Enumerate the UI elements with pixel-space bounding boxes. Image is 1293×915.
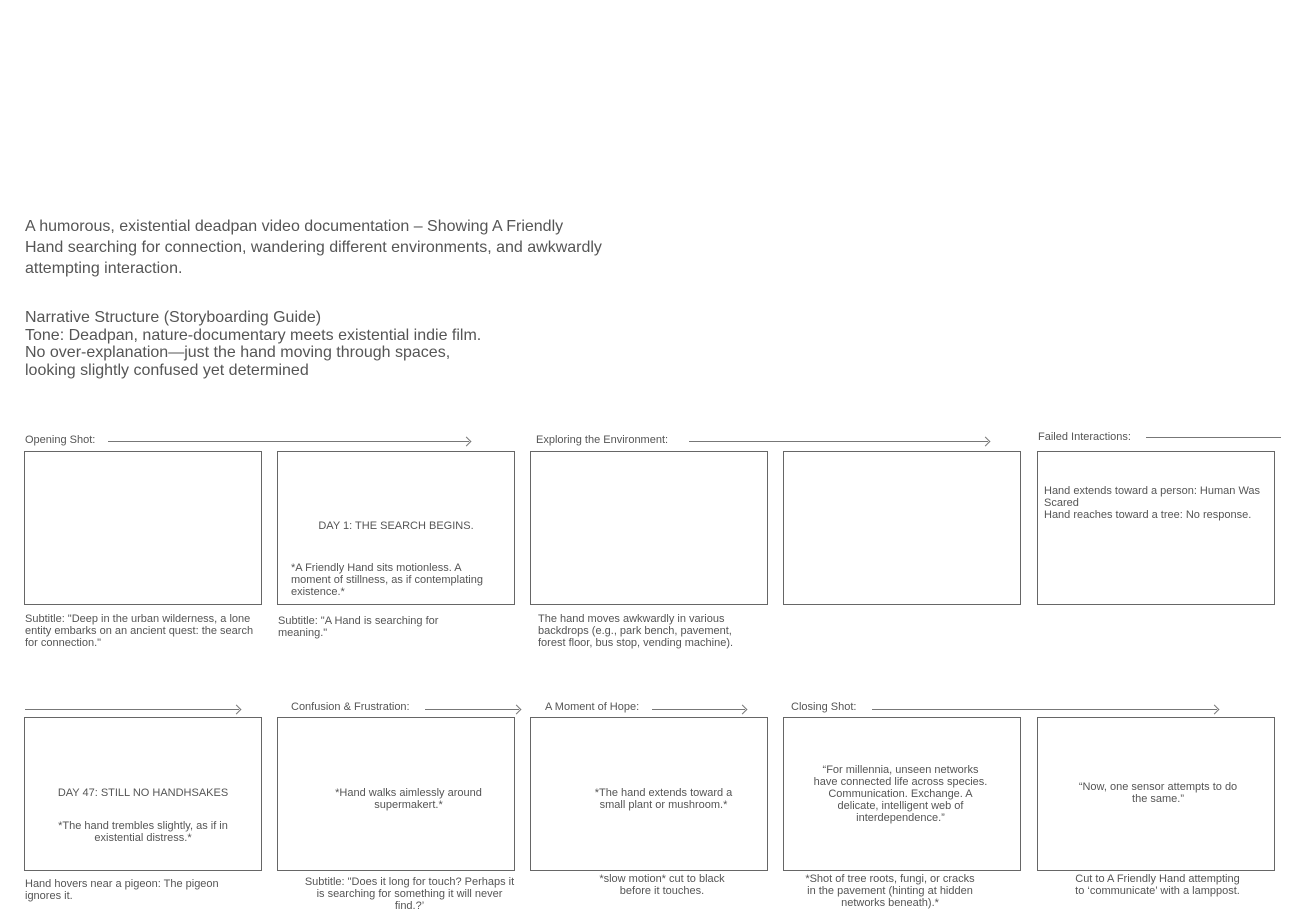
storyboard-frame-8 bbox=[530, 717, 768, 871]
section-exploring: Exploring the Environment: bbox=[536, 434, 669, 446]
storyboard-frame-10 bbox=[1037, 717, 1275, 871]
opening-arrow bbox=[108, 441, 469, 442]
section-failed-interactions: Failed Interactions: bbox=[1038, 431, 1131, 443]
frame-8-note: *The hand extends toward a small plant or mushroom.* bbox=[594, 787, 733, 811]
row2-lead-arrow bbox=[25, 709, 239, 710]
caption-frame-9: *Shot of tree roots, fungi, or cracks in the pavement (hinting at hidden networks beneath).* bbox=[805, 873, 975, 909]
storyboard-frame-6 bbox=[24, 717, 262, 871]
section-closing-shot: Closing Shot: bbox=[791, 701, 857, 713]
storyboard-frame-3 bbox=[530, 451, 768, 605]
section-opening-shot: Opening Shot: bbox=[25, 434, 96, 446]
caption-frame-7: Subtitle: "Does it long for touch? Perhaps it is searching for something it will never find.?’ bbox=[304, 876, 515, 912]
section-moment-of-hope: A Moment of Hope: bbox=[545, 701, 640, 713]
caption-frame-10: Cut to A Friendly Hand attempting to ‘communicate’ with a lamppost. bbox=[1075, 873, 1240, 897]
storyboard-frame-4 bbox=[783, 451, 1021, 605]
storyboard-frame-1 bbox=[24, 451, 262, 605]
frame-2-title: DAY 1: THE SEARCH BEGINS. bbox=[318, 520, 474, 532]
storyboard-frame-2 bbox=[277, 451, 515, 605]
narrative-guide bbox=[25, 309, 545, 379]
guide-line-1: No over-explanation—just the hand moving through spaces, bbox=[25, 344, 451, 361]
confusion-arrow bbox=[425, 709, 519, 710]
intro-paragraph: A humorous, existential deadpan video documentation – Showing A Friendly Hand searching for connection, wandering different environments, and awkwardly attempting interaction. bbox=[25, 218, 602, 277]
section-confusion: Confusion & Frustration: bbox=[291, 701, 410, 713]
caption-frame-6: Hand hovers near a pigeon: The pigeon ignores it. bbox=[25, 878, 219, 902]
guide-heading: Narrative Structure (Storyboarding Guide) bbox=[25, 309, 322, 326]
frame-6-note: *The hand trembles slightly, as if in existential distress.* bbox=[58, 820, 228, 844]
failed-line bbox=[1146, 437, 1281, 438]
frame-2-note: *A Friendly Hand sits motionless. A moment of stillness, as if contemplating existence.* bbox=[291, 562, 483, 598]
storyboard-frame-5 bbox=[1037, 451, 1275, 605]
frame-5-line-1: Hand extends toward a person: Human Was Scared bbox=[1044, 485, 1261, 509]
storyboard-frame-9 bbox=[783, 717, 1021, 871]
caption-frame-3: The hand moves awkwardly in various backdrops (e.g., park bench, pavement, forest floor, bus stop, vending machine). bbox=[538, 613, 734, 649]
frame-9-note: “For millennia, unseen networks have connected life across species. Communication. Exchange. A delicate, intelligent web of interdependence.” bbox=[813, 764, 988, 824]
caption-frame-2: Subtitle: "A Hand is searching for meaning." bbox=[278, 615, 439, 639]
closing-arrow bbox=[872, 709, 1217, 710]
guide-line-2: looking slightly confused yet determined bbox=[25, 361, 309, 379]
frame-6-title: DAY 47: STILL NO HANDHSAKES bbox=[57, 787, 229, 799]
exploring-arrow bbox=[689, 441, 988, 442]
caption-frame-1: Subtitle: "Deep in the urban wilderness, a lone entity embarks on an ancient quest: the search for connection." bbox=[25, 613, 254, 649]
storyboard-frame-7 bbox=[277, 717, 515, 871]
frame-10-note: “Now, one sensor attempts to do the same.” bbox=[1078, 781, 1238, 805]
guide-tone: Tone: Deadpan, nature-documentary meets existential indie film. bbox=[25, 326, 482, 344]
caption-frame-8: *slow motion* cut to black before it touches. bbox=[599, 873, 725, 897]
frame-7-note: *Hand walks aimlessly around supermakert.* bbox=[335, 787, 482, 811]
frame-5-line-2: Hand reaches toward a tree: No response. bbox=[1044, 509, 1252, 521]
hope-arrow bbox=[652, 709, 745, 710]
